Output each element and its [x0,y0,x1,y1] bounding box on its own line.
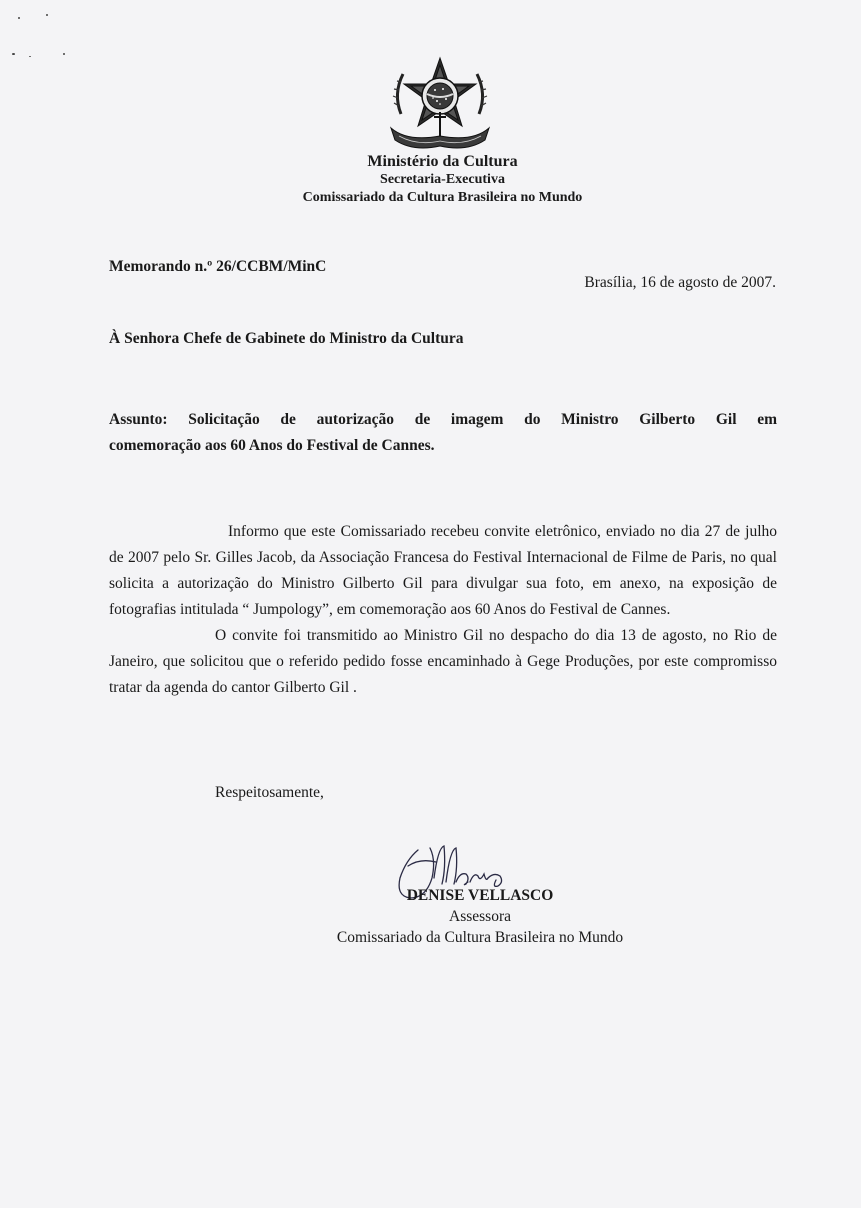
addressee: À Senhora Chefe de Gabinete do Ministro da Cultura [109,330,464,347]
brazil-coat-of-arms-icon [387,54,493,152]
subject [109,407,777,459]
signatory-role: Assessora [449,908,511,925]
scan-speck [12,53,15,55]
secretariat-heading: Secretaria-Executiva [380,172,505,187]
scan-speck [29,56,31,57]
subject-line-1: Assunto: Solicitação de autorização de imagem do Ministro Gilberto Gil em [109,411,777,428]
body-paragraph-2: O convite foi transmitido ao Ministro Gil no despacho do dia 13 de agosto, no Rio de Janeiro, que solicitou que o referido pedido fosse encaminhado à Gege Produções, por este compromisso tratar da agenda do cantor Gilberto Gil . [109,627,777,696]
body-paragraph-1: Informo que este Comissariado recebeu convite eletrônico, enviado no dia 27 de julho de 2007 pelo Sr. Gilles Jacob, da Associação Francesa do Festival Internacional de Filme de Paris, no qual solicita a autorização do Ministro Gilberto Gil para divulgar sua foto, em anexo, na exposição de fotografias intitulada “ Jumpology”, em comemoração aos 60 Anos do Festival de Cannes. [109,523,777,618]
signatory-organization: Comissariado da Cultura Brasileira no Mundo [336,929,624,946]
subject-line-2: comemoração aos 60 Anos do Festival de Cannes. [109,437,435,454]
scan-speck [18,17,20,19]
signatory-name: DENISE VELLASCO [406,887,554,904]
memo-number: Memorando n.º 26/CCBM/MinC [109,258,327,275]
scan-speck [63,53,65,55]
scan-speck [46,14,48,16]
ministry-heading: Ministério da Cultura [367,153,518,170]
date-line: Brasília, 16 de agosto de 2007. [584,274,776,291]
memo-body [109,519,777,701]
commission-heading: Comissariado da Cultura Brasileira no Mundo [302,190,583,205]
closing: Respeitosamente, [215,784,324,801]
